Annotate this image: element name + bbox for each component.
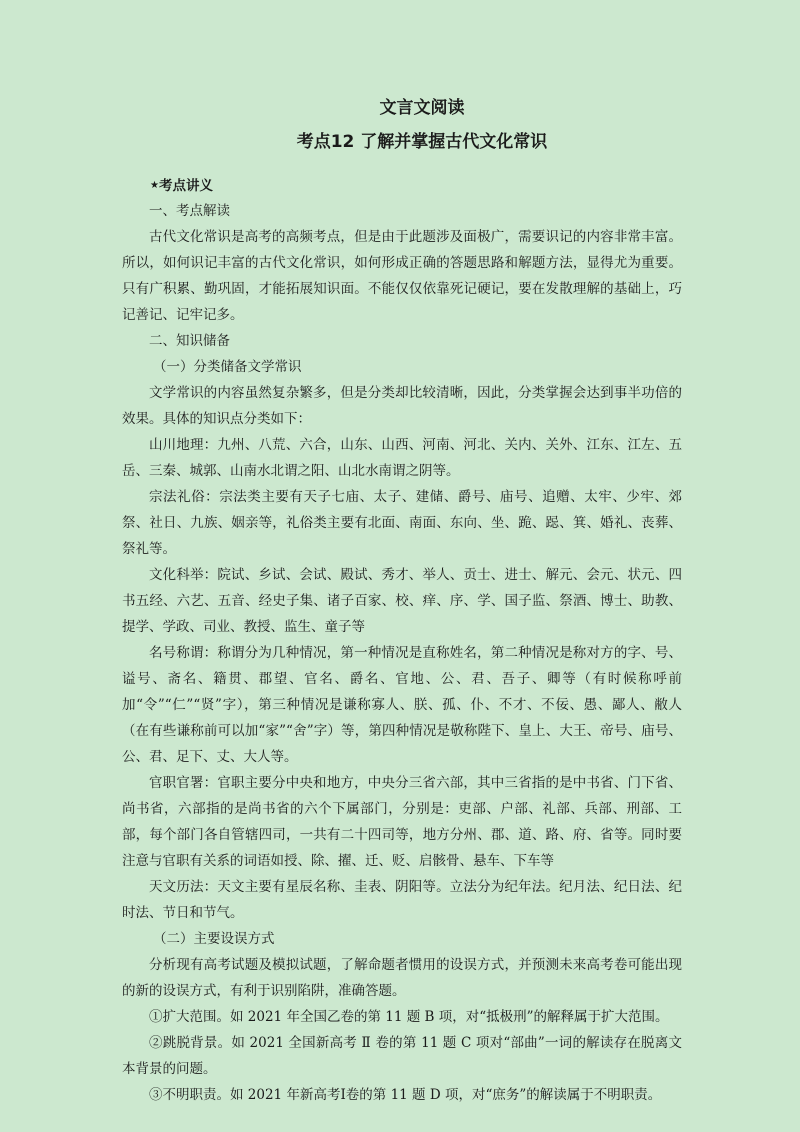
section-heading-label: 考点讲义 bbox=[158, 178, 213, 194]
paragraph-names: 名号称谓：称谓分为几种情况，第一种情况是直称姓名，第二种情况是称对方的字、号、谥号、斋名、籍贯、郡望、官名、爵名、官地、公、君、吾子、卿等（有时候称呼前加“令”“仁”“贤”字），第三种情况是谦称寡人、朕、孤、仆、不才、不佞、愚、鄙人、敝人（在有些谦称前可以加“家”“舍”字）等，第四种情况是敬称陛下、皇上、大王、帝号、庙号、公、君、足下、丈、大人等。 bbox=[122, 645, 682, 765]
list-item-2: ②跳脱背景。如 2021 全国新高考 Ⅱ 卷的第 11 题 C 项对“部曲”一词的解读存在脱离文本背景的问题。 bbox=[122, 1035, 682, 1077]
section-heading bbox=[150, 176, 682, 196]
heading-part1: 一、考点解读 bbox=[149, 203, 230, 219]
star-icon: ★ bbox=[150, 180, 159, 191]
paragraph-astronomy: 天文历法：天文主要有星辰名称、圭表、阴阳等。立法分为纪年法。纪月法、纪日法、纪时法、节日和节气。 bbox=[122, 879, 682, 921]
heading-sub1: （一）分类储备文学常识 bbox=[153, 359, 302, 375]
paragraph-part1: 古代文化常识是高考的高频考点，但是由于此题涉及面极广，需要识记的内容非常丰富。所以，如何识记丰富的古代文化常识，如何形成正确的答题思路和解题方法，显得尤为重要。只有广积累、勤巩固，才能拓展知识面。不能仅仅依靠死记硬记，要在发散理解的基础上，巧记善记、记牢记多。 bbox=[122, 229, 682, 323]
paragraph-ritual: 宗法礼俗：宗法类主要有天子七庙、太子、建储、爵号、庙号、追赠、太牢、少牢、郊祭、社日、九族、姻亲等，礼俗类主要有北面、南面、东向、坐、跪、跽、箕、婚礼、丧葬、祭礼等。 bbox=[122, 489, 682, 557]
list-item-1: ①扩大范围。如 2021 年全国乙卷的第 11 题 B 项，对“抵极刑”的解释属于扩大范围。 bbox=[149, 1009, 669, 1025]
heading-part2: 二、知识储备 bbox=[149, 333, 230, 349]
heading-sub2: （二）主要设误方式 bbox=[153, 931, 275, 947]
paragraph-sub1-intro: 文学常识的内容虽然复杂繁多，但是分类却比较清晰，因此，分类掌握会达到事半功倍的效果。具体的知识点分类如下： bbox=[122, 385, 682, 427]
list-item-3: ③不明职责。如 2021 年新高考Ⅰ卷的第 11 题 D 项，对“庶务”的解读属于不明职责。 bbox=[149, 1087, 662, 1103]
paragraph-exam: 文化科举：院试、乡试、会试、殿试、秀才、举人、贡士、进士、解元、会元、状元、四书五经、六艺、五音、经史子集、诸子百家、校、痒、序、学、国子监、祭酒、博士、助教、提学、学政、司业、教授、监生、童子等 bbox=[122, 567, 682, 635]
paragraph-office: 官职官署：官职主要分中央和地方，中央分三省六部，其中三省指的是中书省、门下省、尚书省，六部指的是尚书省的六个下属部门，分别是：吏部、户部、礼部、兵部、刑部、工部，每个部门各自管辖四司，一共有二十四司等，地方分州、郡、道、路、府、省等。同时要注意与官职有关系的词语如授、除、擢、迁、贬、启骸骨、悬车、下车等 bbox=[122, 775, 682, 869]
paragraph-geography: 山川地理：九州、八荒、六合，山东、山西、河南、河北、关内、关外、江东、江左、五岳、三秦、城郭、山南水北谓之阳、山北水南谓之阴等。 bbox=[122, 437, 682, 479]
document-title: 文言文阅读 bbox=[379, 98, 465, 118]
paragraph-sub2-intro: 分析现有高考试题及模拟试题，了解命题者惯用的设误方式，并预测未来高考卷可能出现的新的设误方式，有利于识别陷阱，准确答题。 bbox=[122, 957, 682, 999]
document-subtitle: 考点12 了解并掌握古代文化常识 bbox=[296, 132, 548, 152]
document-page bbox=[122, 96, 682, 1108]
